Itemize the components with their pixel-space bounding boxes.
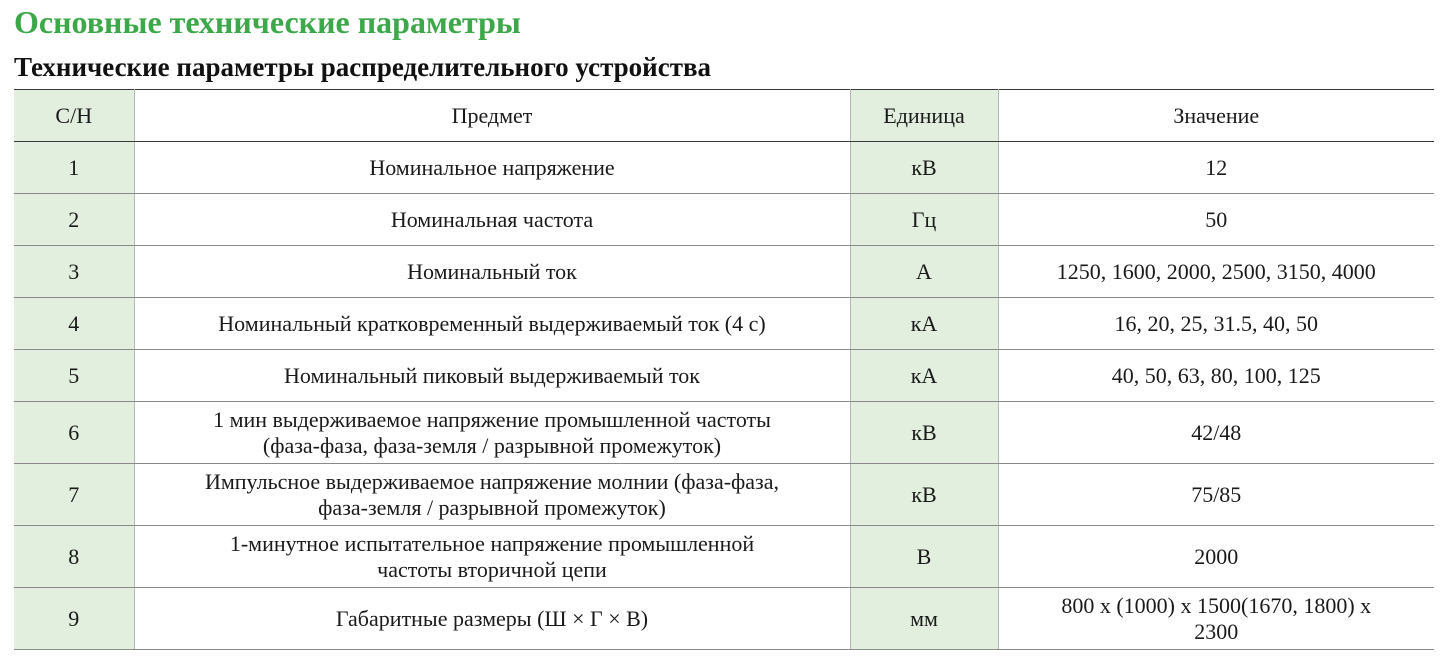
- cell-value: 40, 50, 63, 80, 100, 125: [998, 350, 1434, 402]
- cell-item: [134, 402, 850, 464]
- cell-item: Номинальный ток: [134, 246, 850, 298]
- cell-value: 12: [998, 142, 1434, 194]
- cell-item: Номинальный кратковременный выдерживаемый ток (4 с): [134, 298, 850, 350]
- cell-unit: В: [850, 526, 998, 588]
- cell-unit: кВ: [850, 142, 998, 194]
- cell-item: Номинальное напряжение: [134, 142, 850, 194]
- cell-value: 2000: [998, 526, 1434, 588]
- table-row: [14, 526, 1434, 588]
- cell-serial-number: 9: [14, 588, 134, 650]
- cell-value: 1250, 1600, 2000, 2500, 3150, 4000: [998, 246, 1434, 298]
- cell-serial-number: 2: [14, 194, 134, 246]
- table-row: [14, 246, 1434, 298]
- table-row: [14, 588, 1434, 650]
- cell-unit: кВ: [850, 464, 998, 526]
- cell-value: [998, 588, 1434, 650]
- table-header-row: [14, 90, 1434, 142]
- cell-item-line: 1-минутное испытательное напряжение промышленной: [229, 530, 755, 556]
- cell-item-line: фаза-земля / разрывной промежуток): [318, 494, 666, 520]
- table-row: [14, 142, 1434, 194]
- header-unit: Единица: [850, 90, 998, 142]
- cell-unit: мм: [850, 588, 998, 650]
- cell-item: [134, 464, 850, 526]
- table-row: [14, 402, 1434, 464]
- cell-serial-number: 5: [14, 350, 134, 402]
- cell-value-line: 800 x (1000) x 1500(1670, 1800) x: [1061, 592, 1372, 618]
- cell-serial-number: 3: [14, 246, 134, 298]
- cell-item: Габаритные размеры (Ш × Г × В): [134, 588, 850, 650]
- technical-parameters-table: [14, 89, 1434, 650]
- cell-serial-number: 4: [14, 298, 134, 350]
- cell-serial-number: 1: [14, 142, 134, 194]
- table-row: [14, 298, 1434, 350]
- table-title: Технические параметры распределительного устройства: [14, 52, 712, 82]
- cell-item-line: Импульсное выдерживаемое напряжение молнии (фаза-фаза,: [204, 468, 780, 494]
- cell-unit: кА: [850, 298, 998, 350]
- cell-value: 16, 20, 25, 31.5, 40, 50: [998, 298, 1434, 350]
- cell-item: Номинальная частота: [134, 194, 850, 246]
- table-row: [14, 464, 1434, 526]
- cell-value-line: 2300: [1194, 618, 1239, 644]
- header-item: Предмет: [134, 90, 850, 142]
- header-value: Значение: [998, 90, 1434, 142]
- cell-unit: A: [850, 246, 998, 298]
- cell-item: [134, 526, 850, 588]
- cell-serial-number: 7: [14, 464, 134, 526]
- header-serial-number: С/Н: [14, 90, 134, 142]
- table-row: [14, 194, 1434, 246]
- table-row: [14, 350, 1434, 402]
- cell-unit: кВ: [850, 402, 998, 464]
- cell-item-line: частоты вторичной цепи: [377, 556, 607, 582]
- cell-item-line: (фаза-фаза, фаза-земля / разрывной промежуток): [262, 432, 722, 458]
- cell-unit: кА: [850, 350, 998, 402]
- cell-value: 50: [998, 194, 1434, 246]
- cell-item-line: 1 мин выдерживаемое напряжение промышленной частоты: [213, 406, 771, 432]
- cell-serial-number: 8: [14, 526, 134, 588]
- cell-value: 75/85: [998, 464, 1434, 526]
- cell-value: 42/48: [998, 402, 1434, 464]
- section-heading: Основные технические параметры: [14, 4, 521, 40]
- cell-unit: Гц: [850, 194, 998, 246]
- cell-item: Номинальный пиковый выдерживаемый ток: [134, 350, 850, 402]
- cell-serial-number: 6: [14, 402, 134, 464]
